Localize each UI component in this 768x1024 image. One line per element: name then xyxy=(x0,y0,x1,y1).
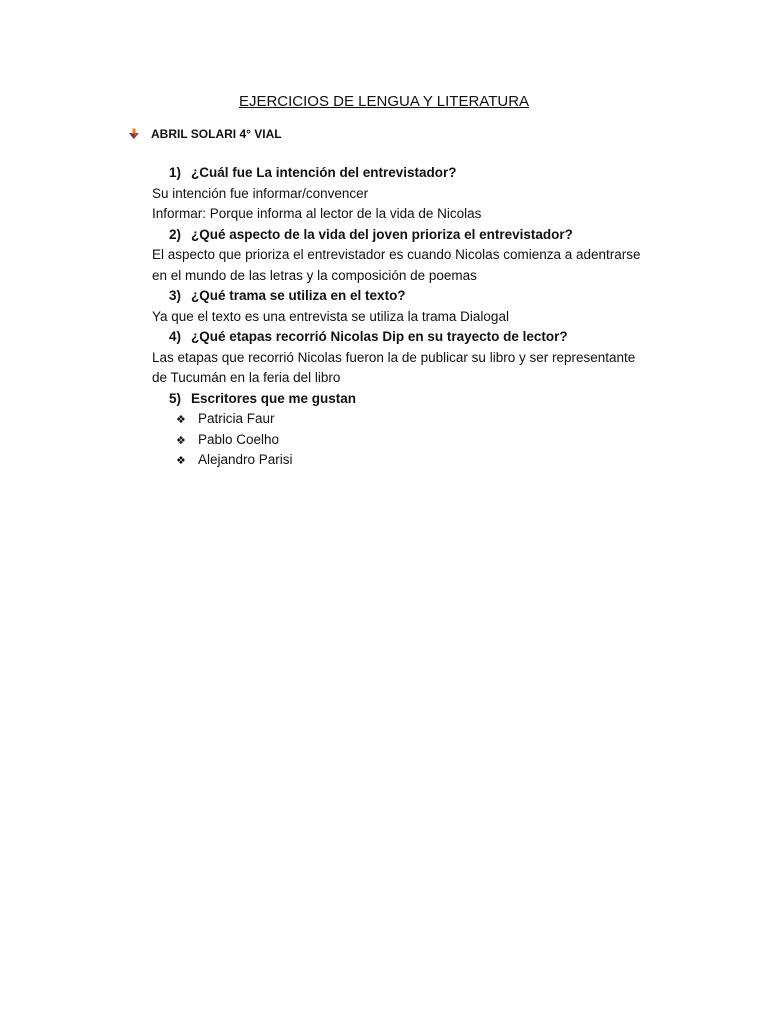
diamond-bullet-icon: ❖ xyxy=(176,414,186,426)
question-text: Escritores que me gustan xyxy=(191,390,357,406)
question-number: 5) xyxy=(169,390,182,406)
question-text: ¿Qué aspecto de la vida del joven prioriza el entrevistador? xyxy=(191,226,573,242)
list-item xyxy=(152,450,732,471)
diamond-bullet-icon: ❖ xyxy=(176,434,186,447)
question-text: ¿Qué etapas recorrió Nicolas Dip en su trayecto de lector? xyxy=(191,329,568,344)
list-item-text: Patricia Faur xyxy=(198,411,275,426)
question-number: 4) xyxy=(169,329,182,344)
answer-line: de Tucumán en la feria del libro xyxy=(152,370,341,385)
question-number: 3) xyxy=(169,288,182,303)
author-line xyxy=(128,127,282,141)
question-4 xyxy=(152,327,732,348)
question-2 xyxy=(152,225,732,246)
question-3 xyxy=(152,286,732,307)
question-5 xyxy=(152,389,732,410)
question-number: 2) xyxy=(169,226,182,242)
question-text: ¿Cuál fue La intención del entrevistador? xyxy=(191,165,457,180)
answer-line: Su intención fue informar/convencer xyxy=(152,185,369,201)
document-title: EJERCICIOS DE LENGUA Y LITERATURA xyxy=(238,93,530,110)
list-item-text: Pablo Coelho xyxy=(198,431,280,447)
answer-line: en el mundo de las letras y la composición de poemas xyxy=(152,267,477,283)
answer-line: El aspecto que prioriza el entrevistador es cuando Nicolas comienza a adentrarse xyxy=(152,247,641,262)
document-body xyxy=(152,163,732,471)
question-number: 1) xyxy=(169,165,182,180)
diamond-bullet-icon: ❖ xyxy=(176,455,186,467)
list-item xyxy=(152,409,732,430)
answer-line: Informar: Porque informa al lector de la vida de Nicolas xyxy=(152,206,482,221)
question-1 xyxy=(152,163,732,184)
answer-line: Las etapas que recorrió Nicolas fueron la de publicar su libro y ser representante xyxy=(152,349,636,365)
list-item-text: Alejandro Parisi xyxy=(198,452,293,467)
arrow-down-bullet-icon xyxy=(128,128,140,140)
author-name: ABRIL SOLARI 4° VIAL xyxy=(151,127,282,141)
answer-line: Ya que el texto es una entrevista se utiliza la trama Dialogal xyxy=(152,308,509,324)
list-item xyxy=(152,430,732,451)
question-text: ¿Qué trama se utiliza en el texto? xyxy=(191,288,406,303)
